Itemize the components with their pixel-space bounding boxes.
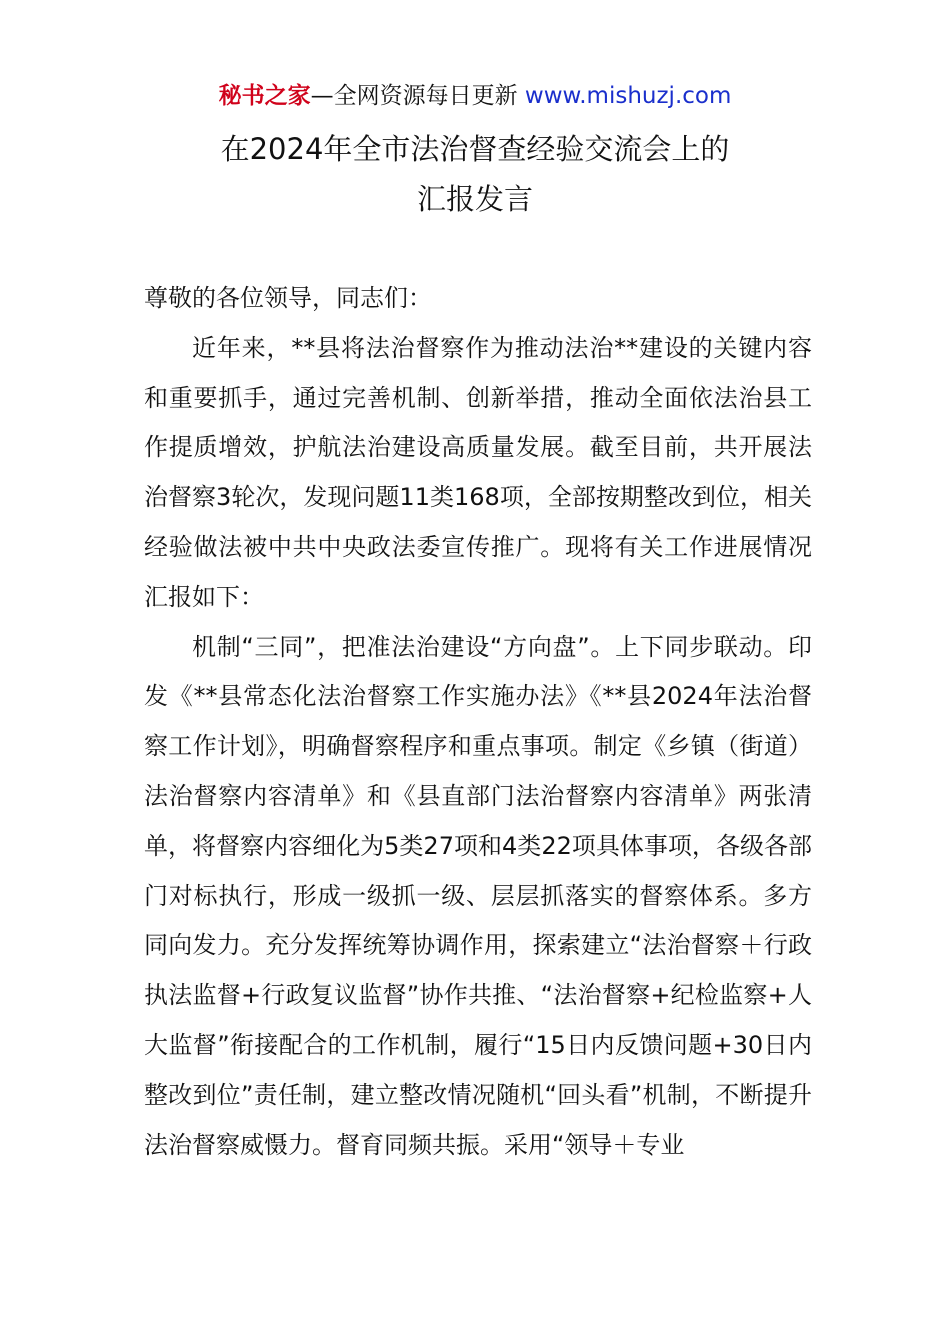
site-banner [0, 80, 950, 112]
paragraph-intro: 近年来，**县将法治督察作为推动法治**建设的关键内容和重要抓手，通过完善机制、创新举措，推动全面依法治县工作提质增效，护航法治建设高质量发展。截至目前，共开展法治督察3轮次，发现问题11类168项，全部按期整改到位，相关经验做法被中共中央政法委宣传推广。现将有关工作进展情况汇报如下： [144, 333, 812, 611]
title-line-2: 汇报发言 [416, 182, 533, 216]
banner-url[interactable]: www.mishuzj.com [517, 83, 732, 109]
banner-brand: 秘书之家 [218, 83, 311, 109]
document-body [144, 274, 812, 1170]
title-line-1: 在2024年全市法治督查经验交流会上的 [220, 132, 730, 166]
salutation: 尊敬的各位领导，同志们： [144, 284, 432, 312]
banner-tagline: —全网资源每日更新 [310, 83, 518, 109]
document-title [0, 124, 950, 224]
paragraph-mechanism: 机制“三同”，把准法治建设“方向盘”。上下同步联动。印发《**县常态化法治督察工作实施办法》《**县2024年法治督察工作计划》，明确督察程序和重点事项。制定《乡镇（街道）法治督察内容清单》和《县直部门法治督察内容清单》两张清单，将督察内容细化为5类27项和4类22项具体事项，各级各部门对标执行，形成一级抓一级、层层抓落实的督察体系。多方同向发力。充分发挥统筹协调作用，探索建立“法治督察＋行政执法监督+行政复议监督”协作共推、“法治督察+纪检监察+人大监督”衔接配合的工作机制，履行“15日内反馈问题+30日内整改到位”责任制，建立整改情况随机“回头看”机制，不断提升法治督察威慑力。督育同频共振。采用“领导＋专业 [144, 632, 812, 1159]
